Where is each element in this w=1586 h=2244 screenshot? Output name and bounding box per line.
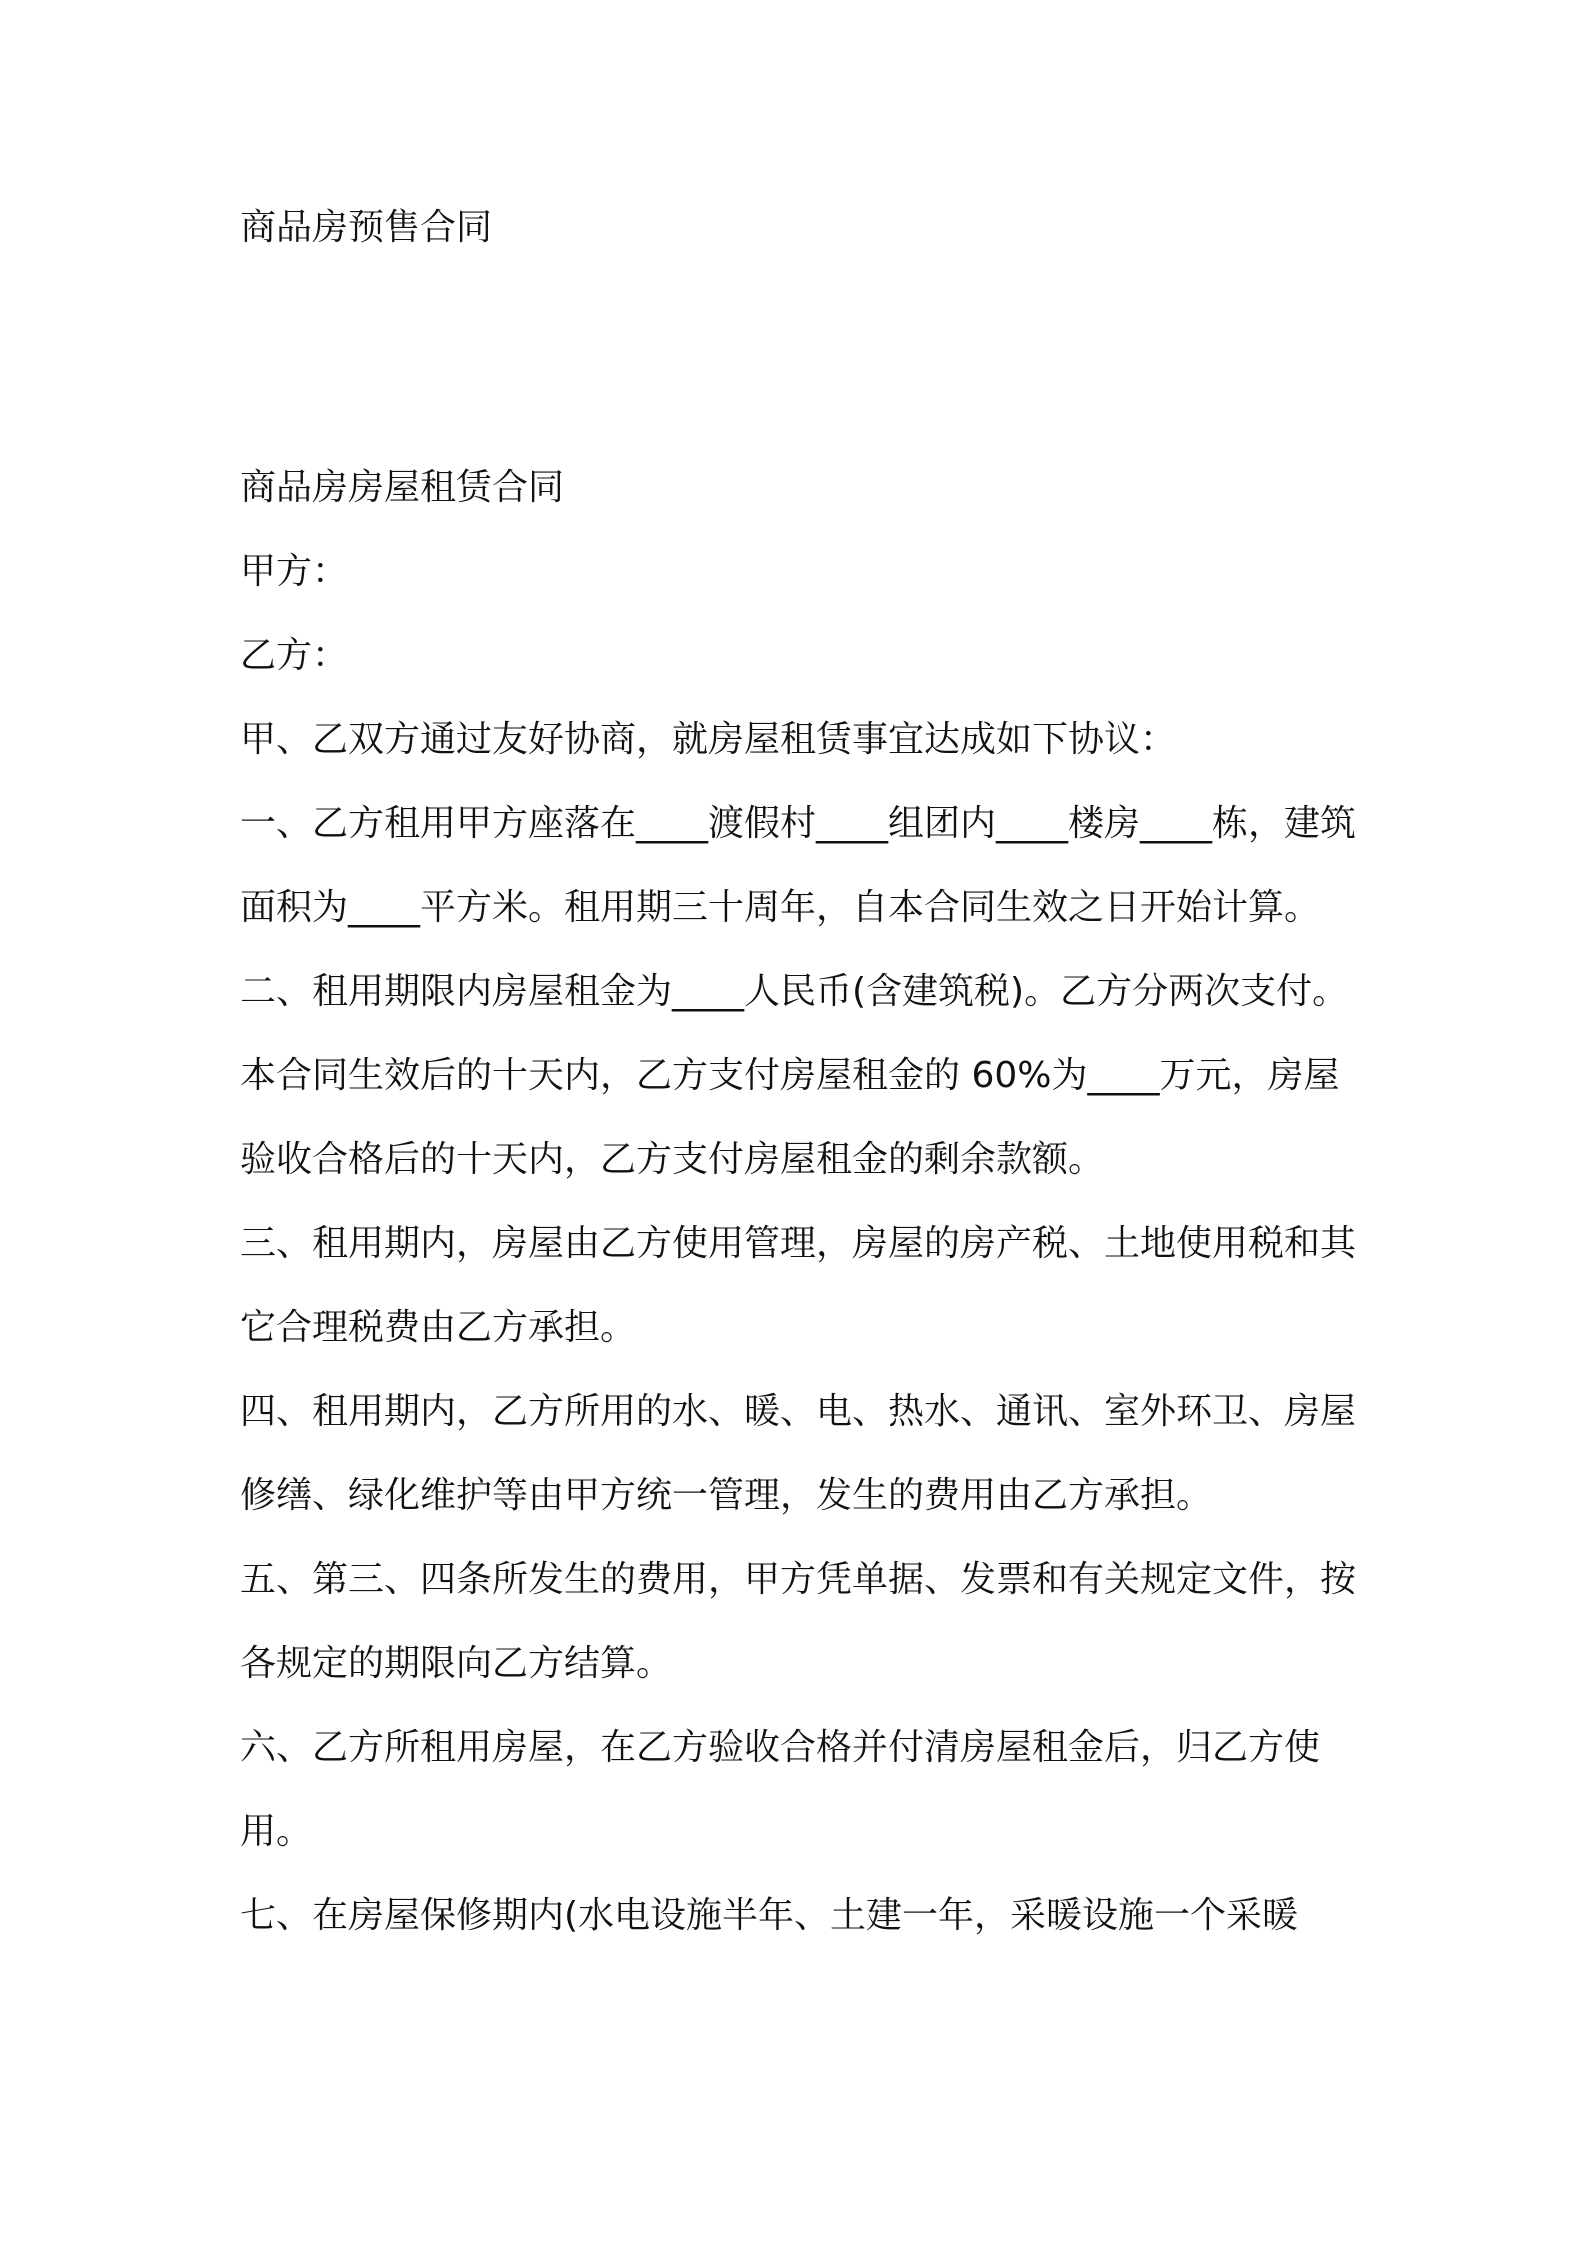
document-body [240,446,1360,1958]
clause-2: 二、租用期限内房屋租金为____人民币(含建筑税)。乙方分两次支付。本合同生效后的十天内，乙方支付房屋租金的 60%为____万元，房屋验收合格后的十天内，乙方支付房屋租金的剩余款额。 [240,971,1349,1180]
clause-1: 一、乙方租用甲方座落在____渡假村____组团内____楼房____栋，建筑面积为____平方米。租用期三十周年，自本合同生效之日开始计算。 [240,803,1357,928]
preamble: 甲、乙双方通过友好协商，就房屋租赁事宜达成如下协议： [240,719,1177,760]
clause-3: 三、租用期内，房屋由乙方使用管理，房屋的房产税、土地使用税和其它合理税费由乙方承担。 [240,1223,1357,1348]
clause-4: 四、租用期内，乙方所用的水、暖、电、热水、通讯、室外环卫、房屋修缮、绿化维护等由甲方统一管理，发生的费用由乙方承担。 [240,1391,1357,1516]
clause-7: 七、在房屋保修期内(水电设施半年、土建一年，采暖设施一个采暖 [240,1895,1299,1936]
party-a-label: 甲方： [240,551,349,592]
contract-subtitle: 商品房房屋租赁合同 [240,467,565,508]
party-b-label: 乙方： [240,635,349,676]
clause-6: 六、乙方所租用房屋，在乙方验收合格并付清房屋租金后，归乙方使用。 [240,1727,1321,1852]
clause-5: 五、第三、四条所发生的费用，甲方凭单据、发票和有关规定文件，按各规定的期限向乙方结算。 [240,1559,1357,1684]
document-title: 商品房预售合同 [240,207,493,248]
